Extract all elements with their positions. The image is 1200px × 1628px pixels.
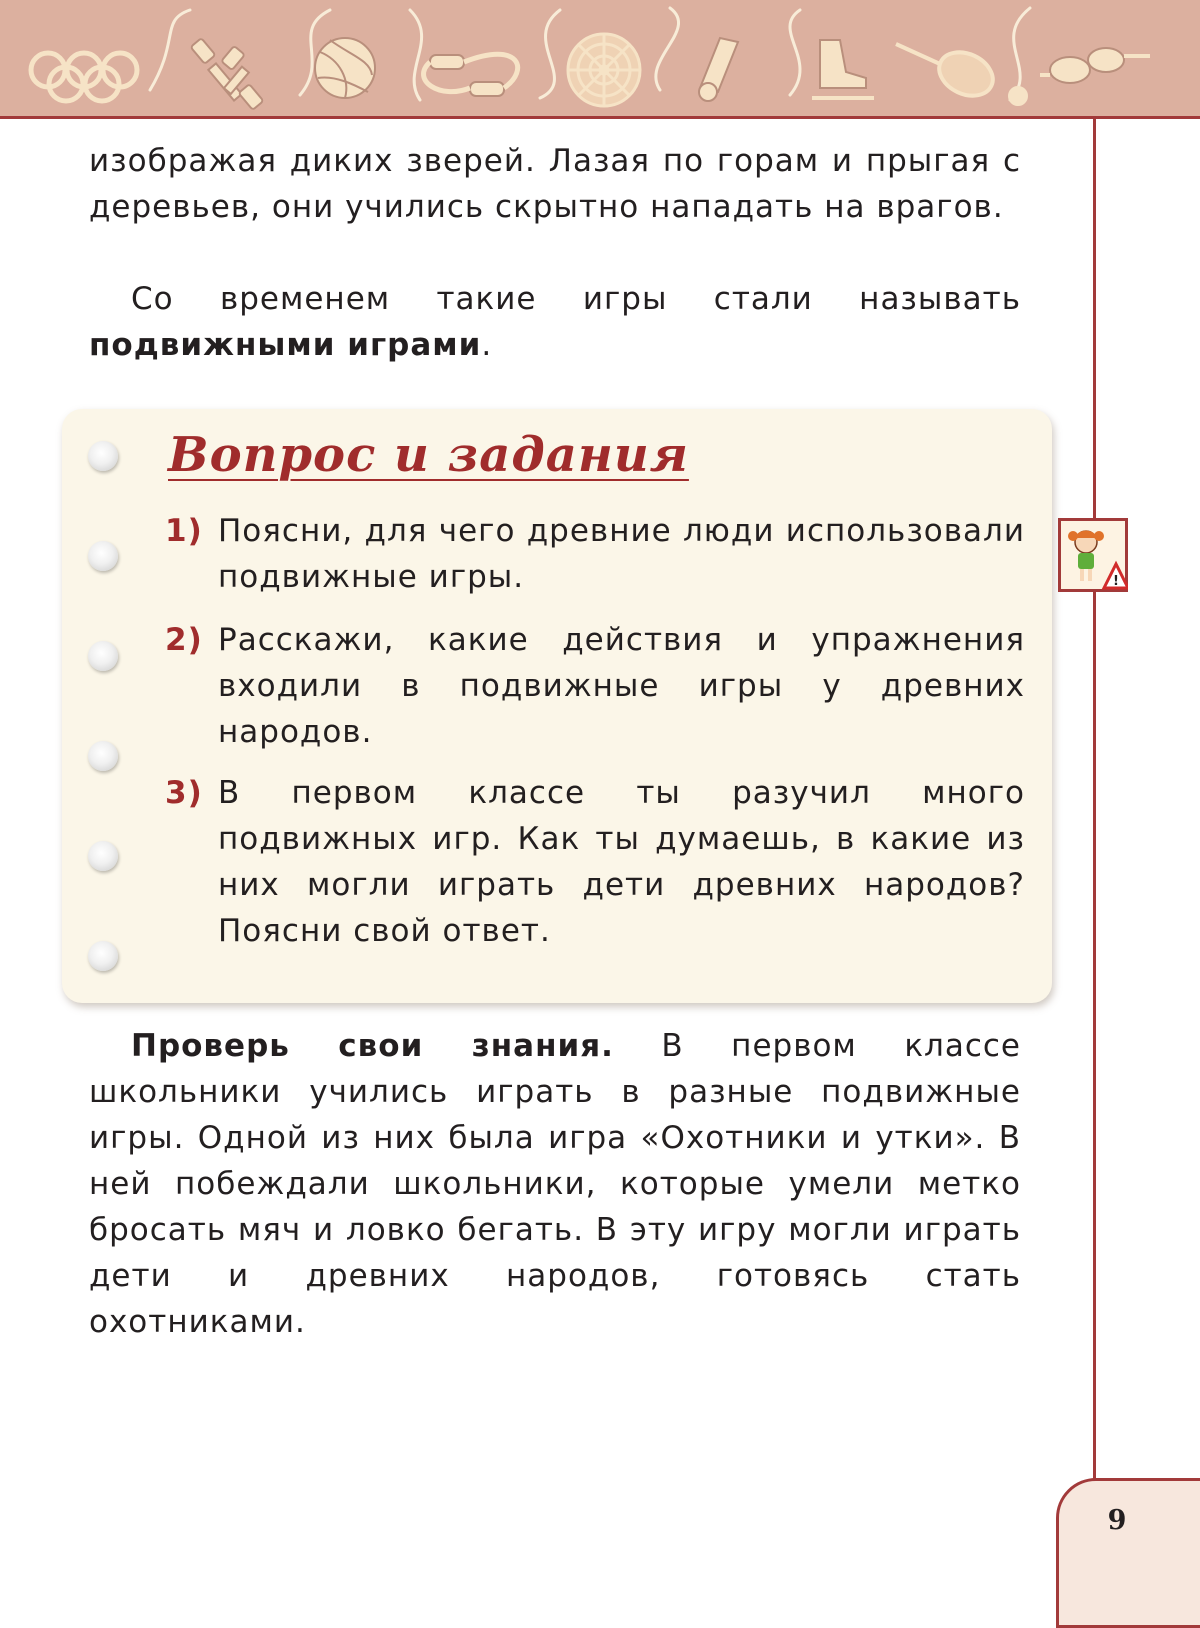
task-number: 3) bbox=[165, 775, 203, 811]
tennis-racket-icon bbox=[896, 44, 1026, 104]
dumbbells-icon bbox=[191, 38, 264, 110]
header-divider bbox=[0, 116, 1200, 119]
olympic-rings-icon bbox=[31, 53, 137, 101]
task-text: Расскажи, какие действия и упражнения входили в подвижные игры у древних народов. bbox=[218, 622, 1025, 750]
conclusion-end: . bbox=[481, 327, 493, 363]
conclusion-paragraph bbox=[89, 276, 1021, 368]
check-heading: Проверь свои знания. bbox=[131, 1028, 614, 1064]
binder-hole bbox=[88, 541, 118, 571]
sport-icons-strip bbox=[0, 0, 1200, 118]
shuttlecock-icon bbox=[699, 38, 738, 101]
page-number: 9 bbox=[1107, 1505, 1127, 1536]
page-number-tab bbox=[1056, 1478, 1200, 1628]
questions-card bbox=[62, 409, 1052, 1003]
swim-goggles-icon bbox=[1040, 48, 1150, 83]
margin-rule bbox=[1093, 118, 1096, 1506]
check-knowledge-paragraph bbox=[89, 1023, 1021, 1345]
task-number: 1) bbox=[165, 513, 203, 549]
task-item bbox=[165, 508, 1025, 600]
svg-text:!: ! bbox=[1113, 574, 1119, 589]
task-item bbox=[165, 770, 1025, 954]
ice-skate-icon bbox=[812, 40, 874, 98]
intro-paragraph: изображая диких зверей. Лазая по горам и прыгая с деревьев, они учились скрытно нападать на врагов. bbox=[89, 143, 1021, 225]
key-term: подвижными играми bbox=[89, 327, 482, 363]
task-text: Поясни, для чего древние люди использовали подвижные игры. bbox=[218, 513, 1025, 595]
dartboard-icon bbox=[568, 34, 640, 106]
questions-title: Вопрос и задания bbox=[168, 427, 689, 483]
check-text: В первом классе школьники учились играть в разные подвижные игры. Одной из них была игра «Охотники и утки». В ней побеждали школьники, которые умели метко бросать мяч и ловко бегать. В эту игру могли играть дети и древних народов, готовясь стать охотниками. bbox=[89, 1028, 1022, 1340]
warning-girl-icon bbox=[1058, 518, 1128, 592]
binder-hole bbox=[88, 841, 118, 871]
binder-hole bbox=[88, 941, 118, 971]
jump-rope-icon bbox=[424, 54, 518, 96]
task-text: В первом классе ты разучил много подвижных игр. Как ты думаешь, в какие из них могли играть дети древних народов? Поясни свой ответ. bbox=[218, 775, 1025, 949]
binder-hole bbox=[88, 741, 118, 771]
conclusion-text: Со временем такие игры стали называть bbox=[131, 281, 1021, 317]
task-item bbox=[165, 617, 1025, 755]
binder-hole bbox=[88, 641, 118, 671]
volleyball-icon bbox=[315, 38, 375, 98]
binder-hole bbox=[88, 441, 118, 471]
task-number: 2) bbox=[165, 622, 203, 658]
